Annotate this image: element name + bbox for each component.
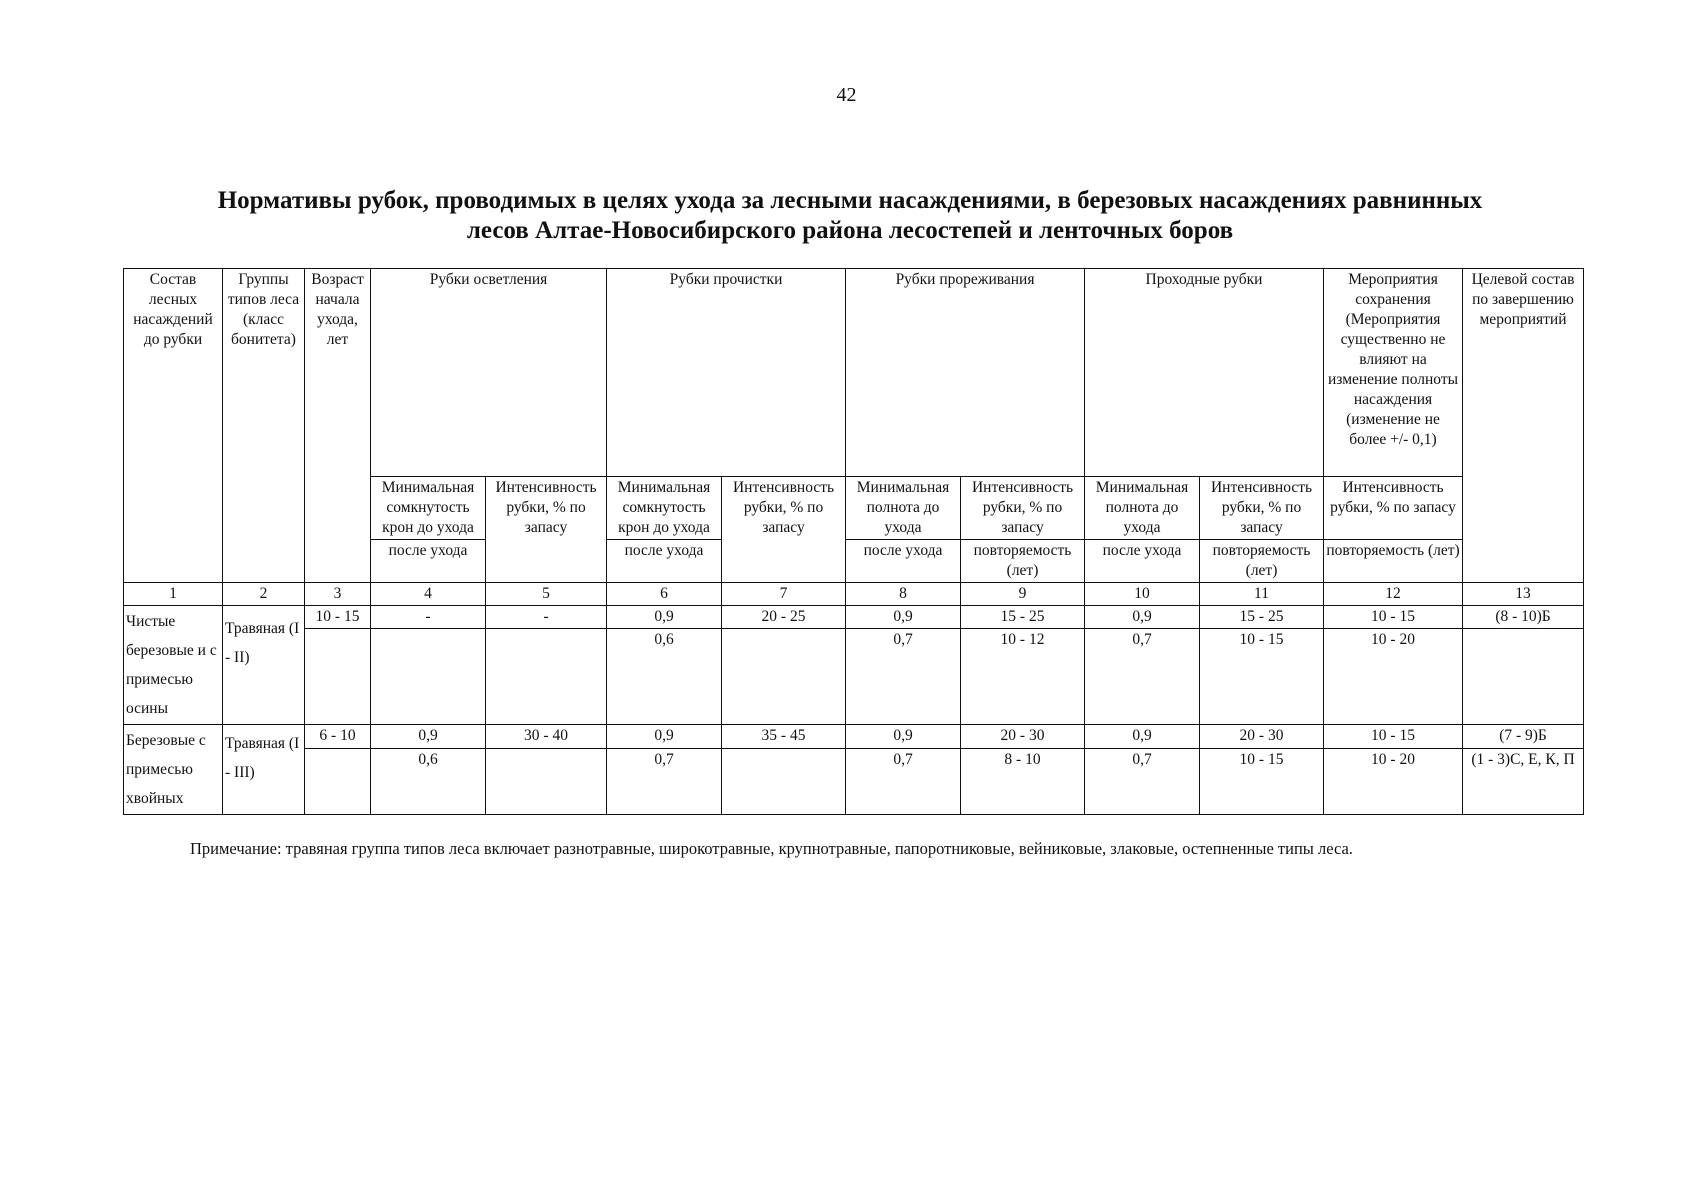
header-intensity-passing: Интенсивность рубки, % по запасу [1200,477,1324,540]
table-cell [722,749,846,815]
column-number: 11 [1200,583,1324,606]
header-min-crown-clearing: Минимальная сомкнутость крон до ухода [371,477,486,540]
table-row [124,629,1584,725]
table-cell: - [486,606,607,629]
table-cell: 20 - 25 [722,606,846,629]
table-cell: 30 - 40 [486,725,607,749]
table-cell: 10 - 20 [1324,749,1463,815]
header-intensity-thinning: Интенсивность рубки, % по запасу [961,477,1085,540]
table-cell [1463,629,1584,725]
header-repeat-passing: повторяемость (лет) [1200,540,1324,583]
table-cell: 10 - 15 [1200,629,1324,725]
column-number: 4 [371,583,486,606]
table-cell: (7 - 9)Б [1463,725,1584,749]
table-cell: 0,9 [607,606,722,629]
header-clearing: Рубки осветления [371,269,607,477]
header-passing: Проходные рубки [1085,269,1324,477]
header-after-care-clearing: после ухода [371,540,486,583]
column-number: 7 [722,583,846,606]
table-cell: 0,9 [1085,606,1200,629]
column-number-row [124,583,1584,606]
header-forest-type-group: Группы типов леса (класс бонитета) [223,269,305,583]
page-number: 42 [836,84,857,106]
header-cleaning: Рубки прочистки [607,269,846,477]
table-cell: 0,6 [371,749,486,815]
table-cell: 0,9 [607,725,722,749]
table-row [124,725,1584,749]
table-cell: 6 - 10 [305,725,371,749]
table-cell: 0,6 [607,629,722,725]
table-cell: 15 - 25 [961,606,1085,629]
table-cell [305,749,371,815]
column-number: 10 [1085,583,1200,606]
table-cell: 10 - 15 [1324,725,1463,749]
table-cell: - [371,606,486,629]
header-intensity-clearing: Интенсивность рубки, % по запасу [486,477,607,583]
table-cell [371,629,486,725]
table-cell: 10 - 15 [1200,749,1324,815]
header-composition: Состав лесных насаждений до рубки [124,269,223,583]
composition-cell: Березовые с примесью хвойных [124,725,223,815]
header-min-crown-cleaning: Минимальная сомкнутость крон до ухода [607,477,722,540]
header-intensity-cleaning: Интенсивность рубки, % по запасу [722,477,846,583]
column-number: 2 [223,583,305,606]
table-cell: 10 - 20 [1324,629,1463,725]
table-cell: 0,9 [846,725,961,749]
table-cell: 10 - 15 [305,606,371,629]
table-cell: 10 - 15 [1324,606,1463,629]
table-cell: 0,7 [846,749,961,815]
table-row [124,749,1584,815]
header-after-care-cleaning: после ухода [607,540,722,583]
table-cell: 15 - 25 [1200,606,1324,629]
column-number: 1 [124,583,223,606]
table-row [124,606,1584,629]
column-number: 5 [486,583,607,606]
column-number: 6 [607,583,722,606]
table-cell [486,749,607,815]
table-cell: 10 - 12 [961,629,1085,725]
table-cell: 0,9 [371,725,486,749]
header-after-care-thinning: после ухода [846,540,961,583]
forest-type-cell: Травяная (I - III) [223,725,305,815]
header-preservation: Мероприятия сохранения (Мероприятия существенно не влияют на изменение полноты насаждения (изменение не более +/- 0,1) [1324,269,1463,477]
column-number: 9 [961,583,1085,606]
header-min-density-passing: Минимальная полнота до ухода [1085,477,1200,540]
header-target-composition: Целевой состав по завершению мероприятий [1463,269,1584,583]
title-line-2: лесов Алтае-Новосибирского района лесостепей и ленточных боров [466,217,1234,244]
table-cell [305,629,371,725]
forest-type-cell: Травяная (I - II) [223,606,305,725]
column-number: 12 [1324,583,1463,606]
title-line-1: Нормативы рубок, проводимых в целях ухода за лесными насаждениями, в березовых насаждениях равнинных [217,187,1483,214]
table-cell: 0,7 [1085,749,1200,815]
column-number: 13 [1463,583,1584,606]
table-cell: 0,9 [1085,725,1200,749]
header-after-care-passing: после ухода [1085,540,1200,583]
table-cell: 0,7 [1085,629,1200,725]
header-thinning: Рубки прореживания [846,269,1085,477]
table-cell: 8 - 10 [961,749,1085,815]
table-cell [486,629,607,725]
table-cell: 0,7 [607,749,722,815]
document-title [120,186,1580,246]
table-cell: 0,9 [846,606,961,629]
table-cell: (1 - 3)С, Е, К, П [1463,749,1584,815]
header-min-density-thinning: Минимальная полнота до ухода [846,477,961,540]
composition-cell: Чистые березовые и с примесью осины [124,606,223,725]
header-row-1 [124,269,1584,477]
header-start-age: Возраст начала ухода, лет [305,269,371,583]
column-number: 3 [305,583,371,606]
table-cell [722,629,846,725]
table-cell: 20 - 30 [961,725,1085,749]
norms-table [123,268,1584,815]
header-repeat-thinning: повторяемость (лет) [961,540,1085,583]
header-intensity-preservation: Интенсивность рубки, % по запасу [1324,477,1463,540]
column-number: 8 [846,583,961,606]
table-note: Примечание: травяная группа типов леса включает разнотравные, широкотравные, крупнотравные, папоротниковые, вейниковые, злаковые, остепненные типы леса. [190,839,1353,858]
header-repeat-preservation: повторяемость (лет) [1324,540,1463,583]
table-cell: 35 - 45 [722,725,846,749]
table-cell: 0,7 [846,629,961,725]
table-cell: (8 - 10)Б [1463,606,1584,629]
table-cell: 20 - 30 [1200,725,1324,749]
